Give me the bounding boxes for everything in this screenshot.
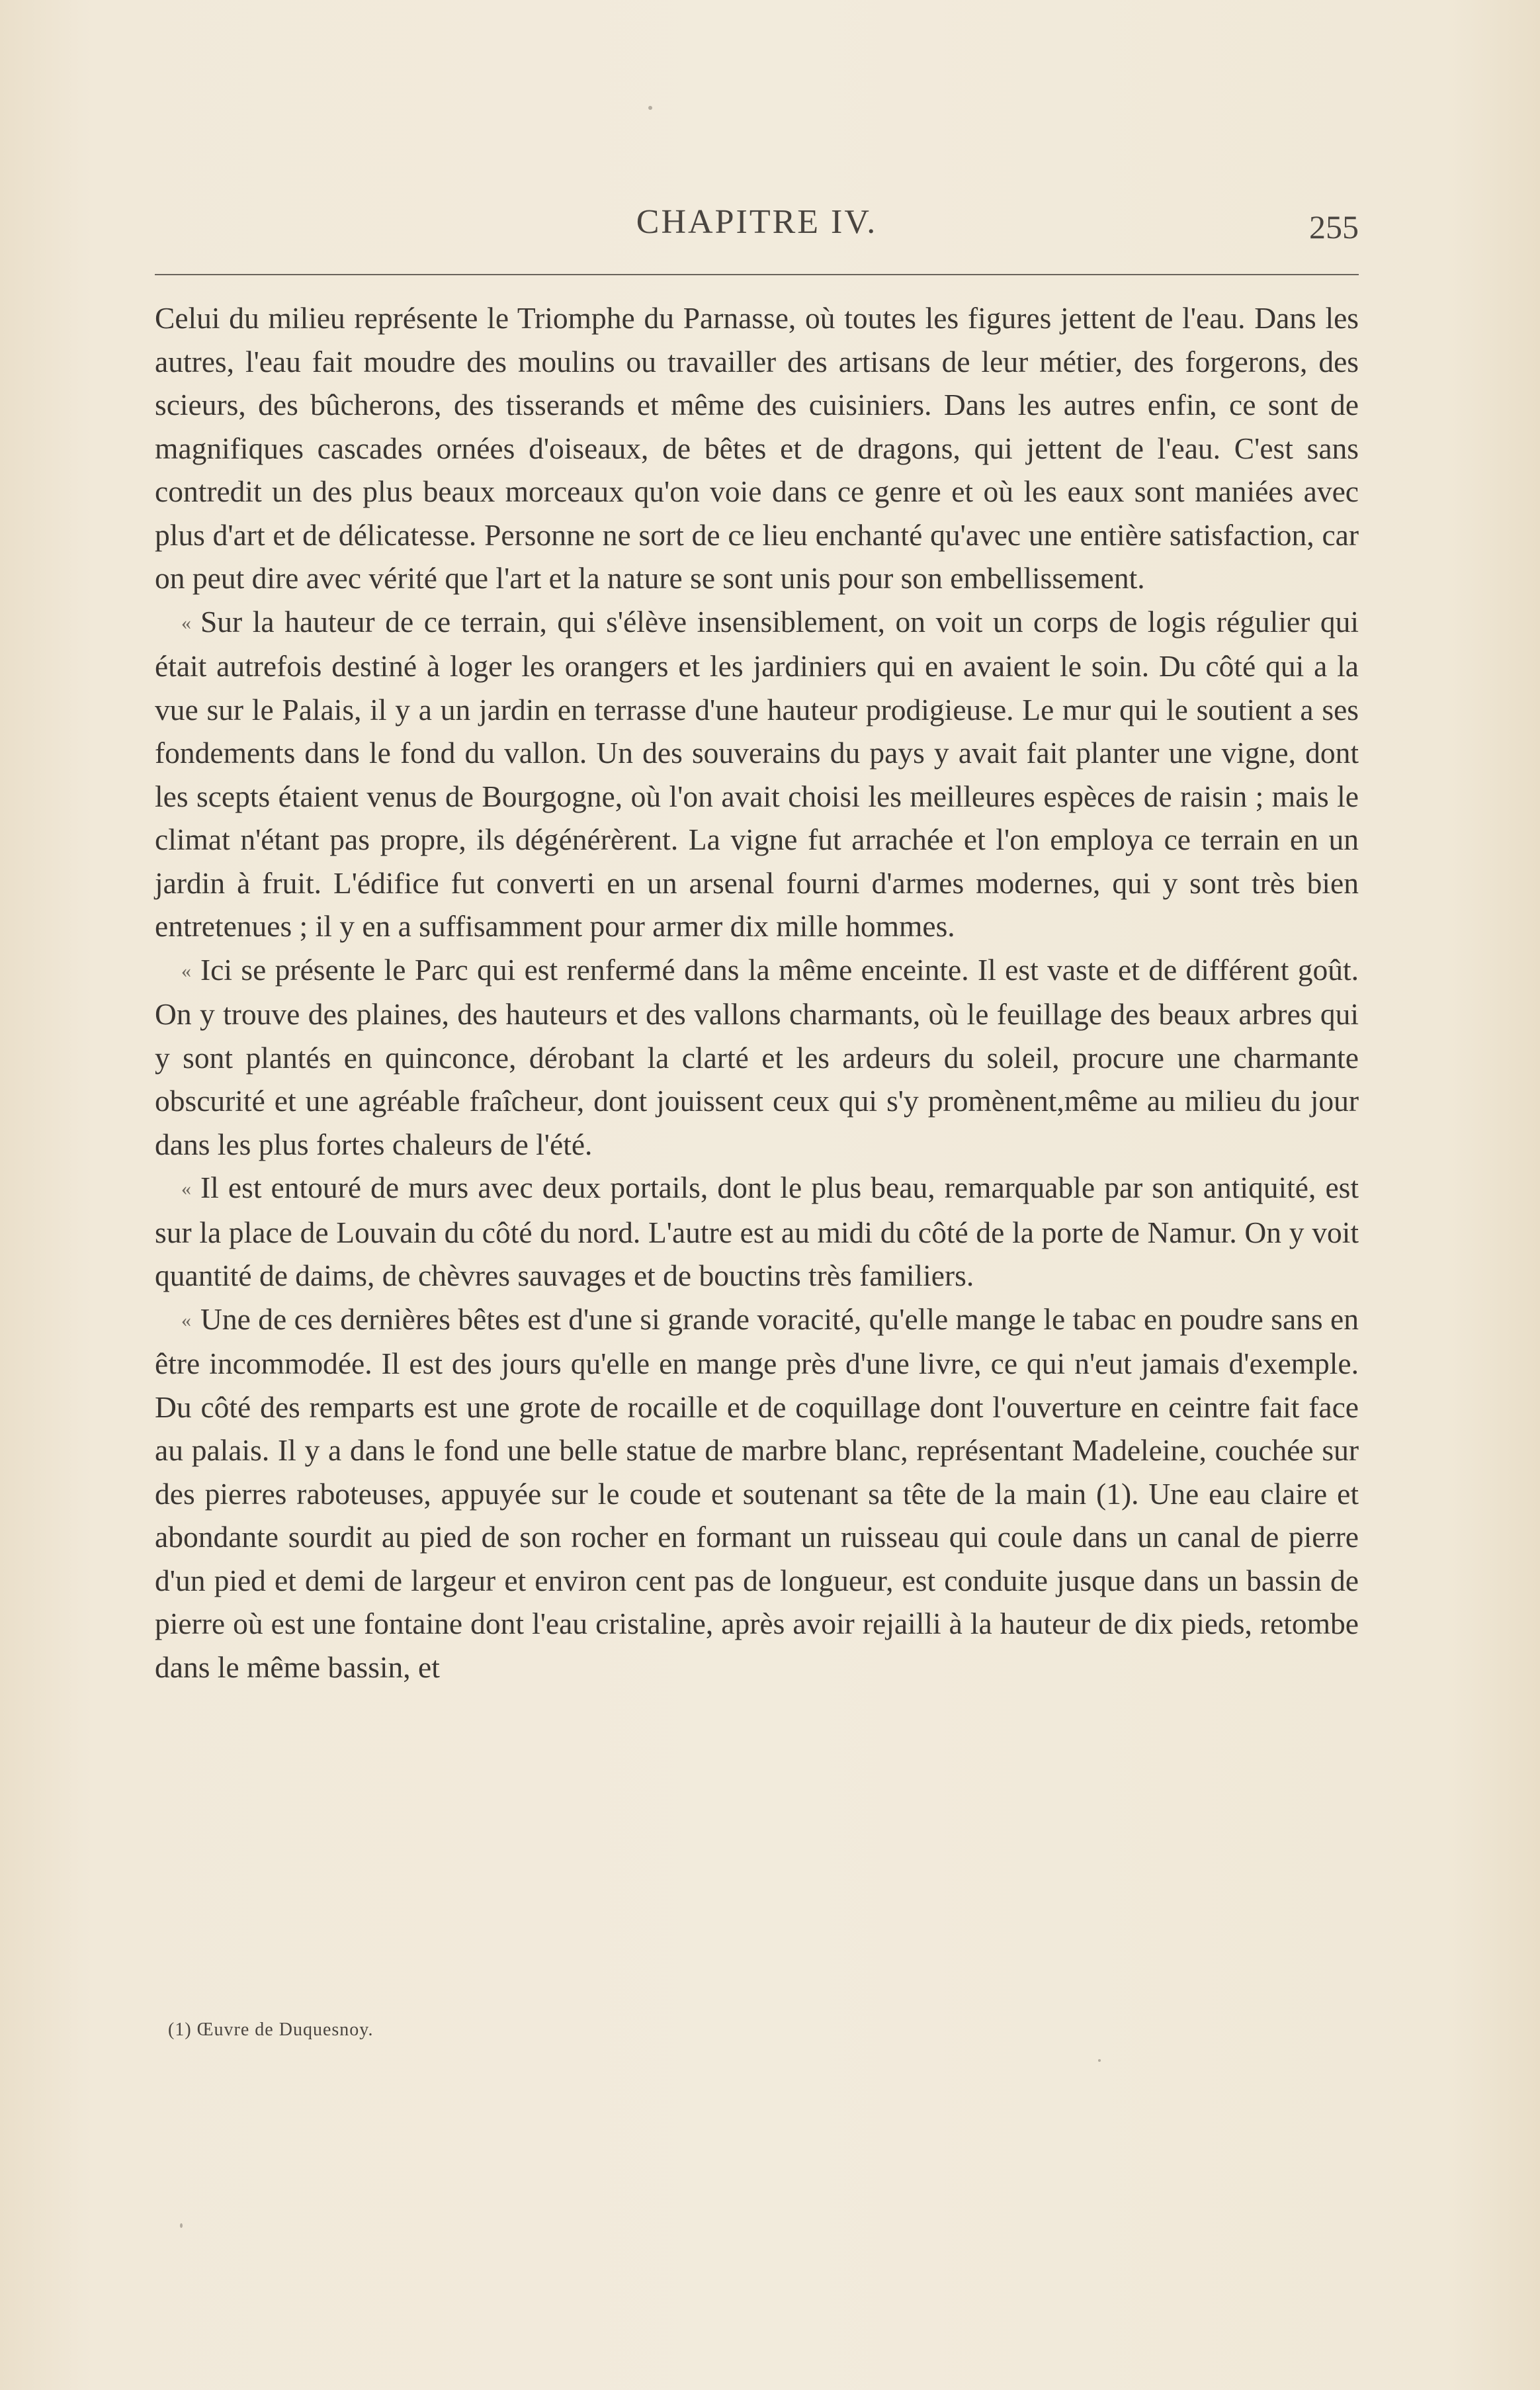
quote-mark: « (181, 611, 191, 634)
body-text (155, 296, 1359, 1689)
paper-speck (180, 2223, 183, 2228)
paragraph-text: Celui du milieu représente le Triomphe du Parnasse, où toutes les figures jettent de l'eau. Dans les autres, l'eau fait moudre des moulins ou travailler des artisans de leur métier, des forgerons, des scieurs, des bûcherons, des tisserands et même des cuisiniers. Dans les autres enfin, ce sont de magnifiques cascades ornées d'oiseaux, de bêtes et de dragons, qui jettent de l'eau. C'est sans contredit un des plus beaux morceaux qu'on voie dans ce genre et où les eaux sont maniées avec plus d'art et de délicatesse. Personne ne sort de ce lieu enchanté qu'avec une entière satisfaction, car on peut dire avec vérité que l'art et la nature se sont unis pour son embellissement. (155, 301, 1359, 595)
paragraph-text: Une de ces dernières bêtes est d'une si grande voracité, qu'elle mange le tabac en poudre sans en être incommodée. Il est des jours qu'elle en mange près d'une livre, ce qui n'eut jamais d'exemple. Du côté des remparts est une grote de rocaille et de coquillage dont l'ouverture en ceintre fait face au palais. Il y a dans le fond une belle statue de marbre blanc, représentant Madeleine, couchée sur des pierres raboteuses, appuyée sur le coude et soutenant sa tête de la main (1). Une eau claire et abondante sourdit au pied de son rocher en formant un ruisseau qui coule dans un canal de pierre d'un pied et demi de largeur et environ cent pas de longueur, est conduite jusque dans un bassin de pierre où est une fontaine dont l'eau cristaline, après avoir rejailli à la hauteur de dix pieds, retombe dans le même bassin, et (155, 1302, 1359, 1684)
paragraph-text: Ici se présente le Parc qui est renfermé dans la même enceinte. Il est vaste et de différent goût. On y trouve des plaines, des hauteurs et des vallons charmants, où le feuillage des beaux arbres qui y sont plantés en quinconce, dérobant la clarté et les ardeurs du soleil, procure une charmante obscurité et une agréable fraîcheur, dont jouissent ceux qui s'y promènent,même au milieu du jour dans les plus fortes chaleurs de l'été. (155, 952, 1359, 1161)
paragraph (155, 1298, 1359, 1689)
paragraph (155, 600, 1359, 948)
paper-speck (648, 106, 652, 110)
running-head (155, 199, 1359, 251)
header-rule (155, 274, 1359, 275)
footnote: (1) Œuvre de Duquesnoy. (168, 2019, 374, 2040)
paragraph (155, 1166, 1359, 1298)
paragraph-text: Sur la hauteur de ce terrain, qui s'élève insensiblement, on voit un corps de logis régulier qui était autrefois destiné à loger les orangers et les jardiniers qui en avaient le soin. Du côté qui a la vue sur le Palais, il y a un jardin en terrasse d'une hauteur prodigieuse. Le mur qui le soutient a ses fondements dans le fond du vallon. Un des souverains du pays y avait fait planter une vigne, dont les scepts étaient venus de Bourgogne, où l'on avait choisi les meilleures espèces de raisin ; mais le climat n'étant pas propre, ils dégénérèrent. La vigne fut arrachée et l'on employa ce terrain en un jardin à fruit. L'édifice fut converti en un arsenal fourni d'armes modernes, qui y sont très bien entretenues ; il y en a suffisamment pour armer dix mille hommes. (155, 604, 1359, 943)
quote-mark: « (181, 1309, 191, 1331)
quote-mark: « (181, 1178, 191, 1200)
paragraph (155, 948, 1359, 1167)
quote-mark: « (181, 959, 191, 982)
paragraph (155, 296, 1359, 600)
paragraph-text: Il est entouré de murs avec deux portails, dont le plus beau, remarquable par son antiquité, est sur la place de Louvain du côté du nord. L'autre est au midi du côté de la porte de Namur. On y voit quantité de daims, de chèvres sauvages et de bouctins très familiers. (155, 1171, 1359, 1292)
page-number: 255 (1309, 208, 1359, 245)
chapter-title: CHAPITRE IV. (636, 203, 878, 241)
paper-speck (1098, 2059, 1101, 2062)
